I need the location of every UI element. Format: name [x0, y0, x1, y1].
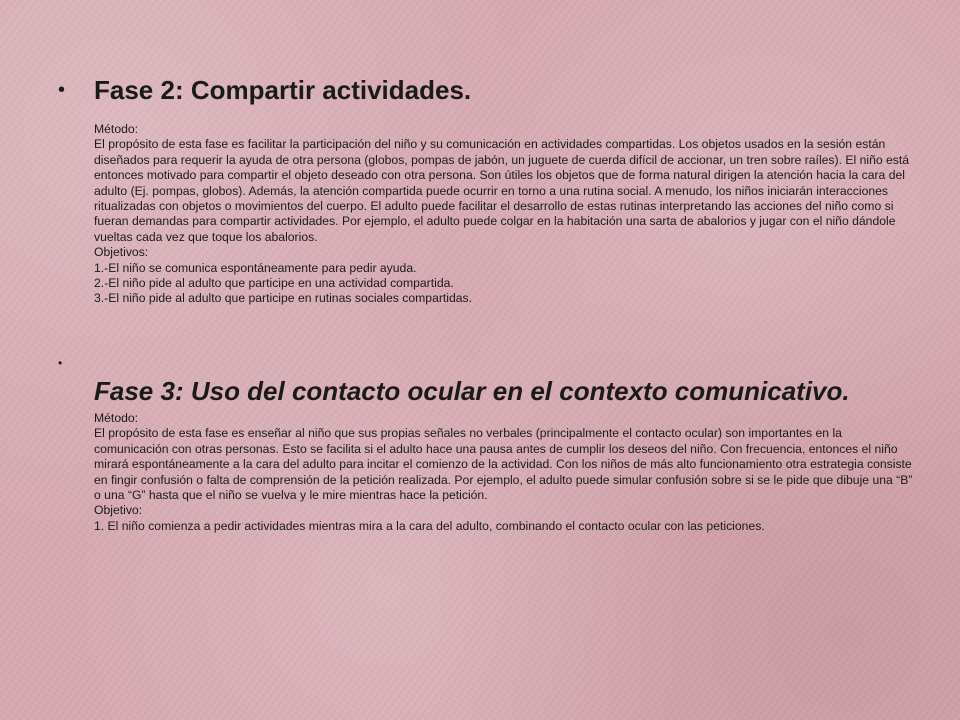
objective-item: 2.-El niño pide al adulto que participe en una actividad compartida. — [94, 276, 454, 291]
objective-label: Objetivo: — [94, 503, 143, 518]
phase-3-title: Fase 3: Uso del contacto ocular en el contexto comunicativo. — [94, 376, 850, 406]
bullet-point: • — [58, 79, 66, 101]
phase-2-title: Fase 2: Compartir actividades. — [94, 75, 472, 105]
objective-item: 1.-El niño se comunica espontáneamente para pedir ayuda. — [94, 260, 417, 275]
objectives-label: Objetivos: — [94, 245, 149, 260]
phase-3-body — [94, 411, 914, 534]
method-label: Método: — [94, 122, 139, 136]
method-label: Método: — [94, 411, 139, 425]
method-text: El propósito de esta fase es facilitar la participación del niño y su comunicación en actividades compartidas. Los objetos usados en la sesión están diseñados para requerir la ayuda de otra persona (globos, pompas de jabón, un juguete de cuerda difícil de accionar, un tren sobre raíles). El niño está entonces motivado para compartir el objeto deseado con otra persona. Son útiles los objetos que de forma natural dirigen la atención hacia la cara del adulto (Ej. pompas, globos). Además, la atención compartida puede ocurrir en torno a una rutina social. A menudo, los niños iniciarán interacciones ritualizadas con objetos o movimientos del cuerpo. El adulto puede facilitar el desarrollo de estas rutinas interpretando las acciones del niño como si fueran demandas para compartir actividades. Por ejemplo, el adulto puede colgar en la habitación una sarta de abalorios y jugar con el niño dándole vueltas cada vez que toque los abalorios. — [94, 137, 910, 244]
objective-item: 3.-El niño pide al adulto que participe en rutinas sociales compartidas. — [94, 291, 473, 306]
objective-item: 1. El niño comienza a pedir actividades mientras mira a la cara del adulto, combinando el contacto ocular con las peticiones. — [94, 518, 765, 533]
method-text: El propósito de esta fase es enseñar al niño que sus propias señales no verbales (principalmente el contacto ocular) son importantes en la comunicación con otras personas. Esto se facilita si el adulto hace una pausa antes de cumplir los deseos del niño. Con frecuencia, entonces el niño mirará espontáneamente a la cara del adulto para incitar el comienzo de la actividad. Con los niños de más alto funcionamiento otra estrategia consiste en fingir confusión o falta de comprensión de la petición realizada. Por ejemplo, el adulto puede simular confusión sobre si se le pide que dibuje una “B” o una “G” hasta que el niño se vuelva y le mire mientras hace la petición. — [94, 426, 913, 503]
bullet-point: • — [58, 356, 63, 370]
phase-2-body — [94, 122, 914, 307]
